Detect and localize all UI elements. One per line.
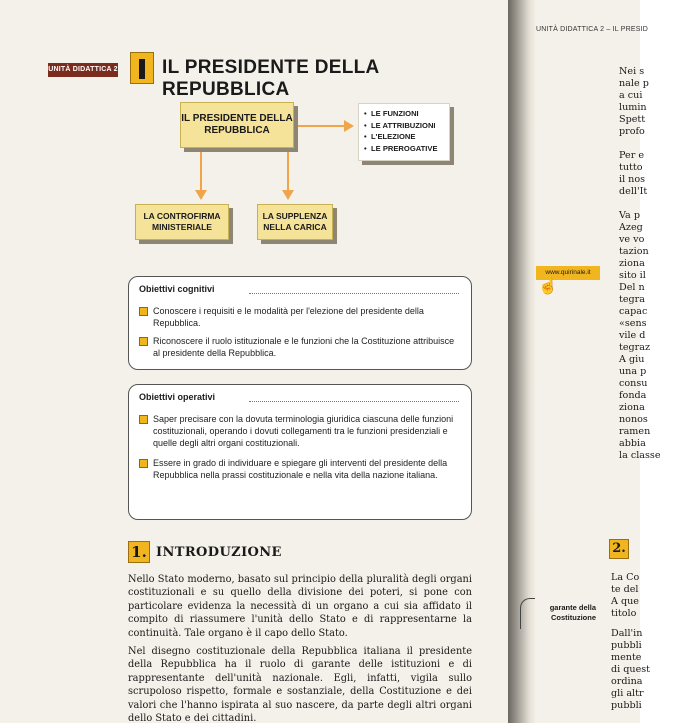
square-bullet-icon	[139, 415, 148, 424]
right-page	[536, 0, 661, 723]
right-page-line: vile d	[619, 330, 646, 341]
right-page-line: ordina	[611, 676, 643, 687]
right-page-line: il nos	[619, 174, 646, 185]
operative-objectives-heading: Obiettivi operativi	[139, 392, 216, 402]
right-page-line: La Co	[611, 572, 640, 583]
square-bullet-icon	[139, 307, 148, 316]
right-page-line: dell'It	[619, 186, 648, 197]
right-page-line: titolo	[611, 608, 637, 619]
right-page-line: profo	[619, 126, 645, 137]
diagram-list-item: • LE PREROGATIVE	[359, 143, 449, 155]
diagram-list-item: • LE FUNZIONI	[359, 108, 449, 120]
square-bullet-icon	[139, 459, 148, 468]
objective-item	[139, 457, 459, 481]
objective-text: Riconoscere il ruolo istituzionale e le funzioni che la Costituzione attribuisce al presidente della Repubblica.	[153, 336, 455, 358]
square-bullet-icon	[139, 337, 148, 346]
right-page-line: Nei s	[619, 66, 645, 77]
arrow-down-left-head	[195, 190, 207, 200]
right-page-line: Dall'in	[611, 628, 643, 639]
diagram-list-item: • L'ELEZIONE	[359, 131, 449, 143]
right-page-line: Spett	[619, 114, 646, 125]
running-head: UNITÀ DIDATTICA 2 – IL PRESID	[536, 26, 648, 33]
diagram-right-box: LA SUPPLENZA NELLA CARICA	[257, 204, 333, 240]
diagram-main-box: IL PRESIDENTE DELLA REPUBBLICA	[180, 102, 294, 148]
objective-text: Saper precisare con la dovuta terminologia giuridica ciascuna delle funzioni costituzionali, operando i dovuti collegamenti tra le funzioni presidenziali e quelle degli altri organi costituzionali.	[153, 414, 454, 448]
right-page-line: A giu	[619, 354, 645, 365]
right-page-line: «sens	[619, 318, 647, 329]
objective-item	[139, 335, 459, 359]
right-page-line: ziona	[619, 258, 645, 269]
right-page-line: abbia	[619, 438, 646, 449]
website-tag[interactable]: www.quirinale.it	[536, 266, 600, 280]
right-page-line: pubbli	[611, 640, 642, 651]
unit-tag: UNITÀ DIDATTICA 2	[48, 63, 118, 77]
right-page-line: Va p	[619, 210, 640, 221]
page-title: IL PRESIDENTE DELLA REPUBBLICA	[162, 57, 379, 100]
right-page-line: te del	[611, 584, 639, 595]
right-page-line: tegraz	[619, 342, 651, 353]
arrow-down-right-head	[282, 190, 294, 200]
pointing-hand-icon: ☝	[538, 276, 558, 295]
cognitive-objectives-box	[128, 276, 472, 370]
heading-dotted-rule	[249, 293, 459, 294]
objective-text: Essere in grado di individuare e spiegare gli interventi del presidente della Repubblica nella prassi costituzionale e nella vita della nazione italiana.	[153, 458, 448, 480]
objective-item	[139, 413, 459, 449]
cognitive-objectives-heading: Obiettivi cognitivi	[139, 284, 215, 294]
right-page-line: mente	[611, 652, 642, 663]
right-page-line: tazion	[619, 246, 649, 257]
right-page-line: lumin	[619, 102, 647, 113]
right-page-line: pubbli	[611, 700, 642, 711]
right-page-line: ziona	[619, 402, 645, 413]
right-page-line: gli altr	[611, 688, 644, 699]
section-number-2: 2.	[609, 539, 629, 559]
right-page-line: consu	[619, 378, 648, 389]
right-page-line: Del n	[619, 282, 645, 293]
margin-note: garante della Costituzione	[549, 603, 596, 622]
right-page-line: tutto	[619, 162, 643, 173]
objective-text: Conoscere i requisiti e le modalità per l'elezione del presidente della Repubblica.	[153, 306, 424, 328]
diagram-left-box: LA CONTROFIRMA MINISTERIALE	[135, 204, 229, 240]
right-page-line: ramen	[619, 426, 651, 437]
right-page-line: nale p	[619, 78, 649, 89]
objective-item	[139, 305, 459, 329]
diagram-list-box	[358, 103, 450, 161]
heading-dotted-rule	[249, 401, 459, 402]
right-page-line: capac	[619, 306, 648, 317]
right-page-line: fonda	[619, 390, 647, 401]
right-page-line: nonos	[619, 414, 648, 425]
right-page-line: tegra	[619, 294, 645, 305]
arrow-right-head	[344, 120, 354, 132]
intro-paragraph-1: Nello Stato moderno, basato sul principio della pluralità degli organi costituzionali e su quello della divisione dei poteri, si pone con particolare evidenza la necessità di un organo a cui sia affidato il compito di riassumere l'unità dello Stato e di rappresentarne la continuità. Tale organo è il capo dello Stato.	[128, 574, 472, 639]
operative-objectives-box	[128, 384, 472, 520]
right-page-line: una p	[619, 366, 647, 377]
right-page-line: di quest	[611, 664, 651, 675]
diagram-list-item: • LE ATTRIBUZIONI	[359, 120, 449, 132]
right-page-line: A que	[611, 596, 639, 607]
right-page-line: Azeg	[619, 222, 643, 233]
intro-paragraph-2: Nel disegno costituzionale della Repubblica italiana il presidente della Repubblica ha il ruolo di garante delle istituzioni e di rappresentante dell'unità nazionale. Egli, infatti, vigila sullo scrupoloso rispetto, formale e sostanziale, della Costituzione e dei valori che l'hanno ispirata al suo nascere, da parte degli altri organi dello Stato e dei cittadini.	[128, 646, 472, 725]
right-page-line: a cui	[619, 90, 643, 101]
section-title: INTRODUZIONE	[156, 545, 282, 560]
right-page-line: sito il	[619, 270, 646, 281]
right-page-line: la classe	[619, 450, 661, 461]
right-page-line: ve vo	[619, 234, 645, 245]
right-page-line: Per e	[619, 150, 645, 161]
section-number: 1.	[128, 541, 150, 563]
